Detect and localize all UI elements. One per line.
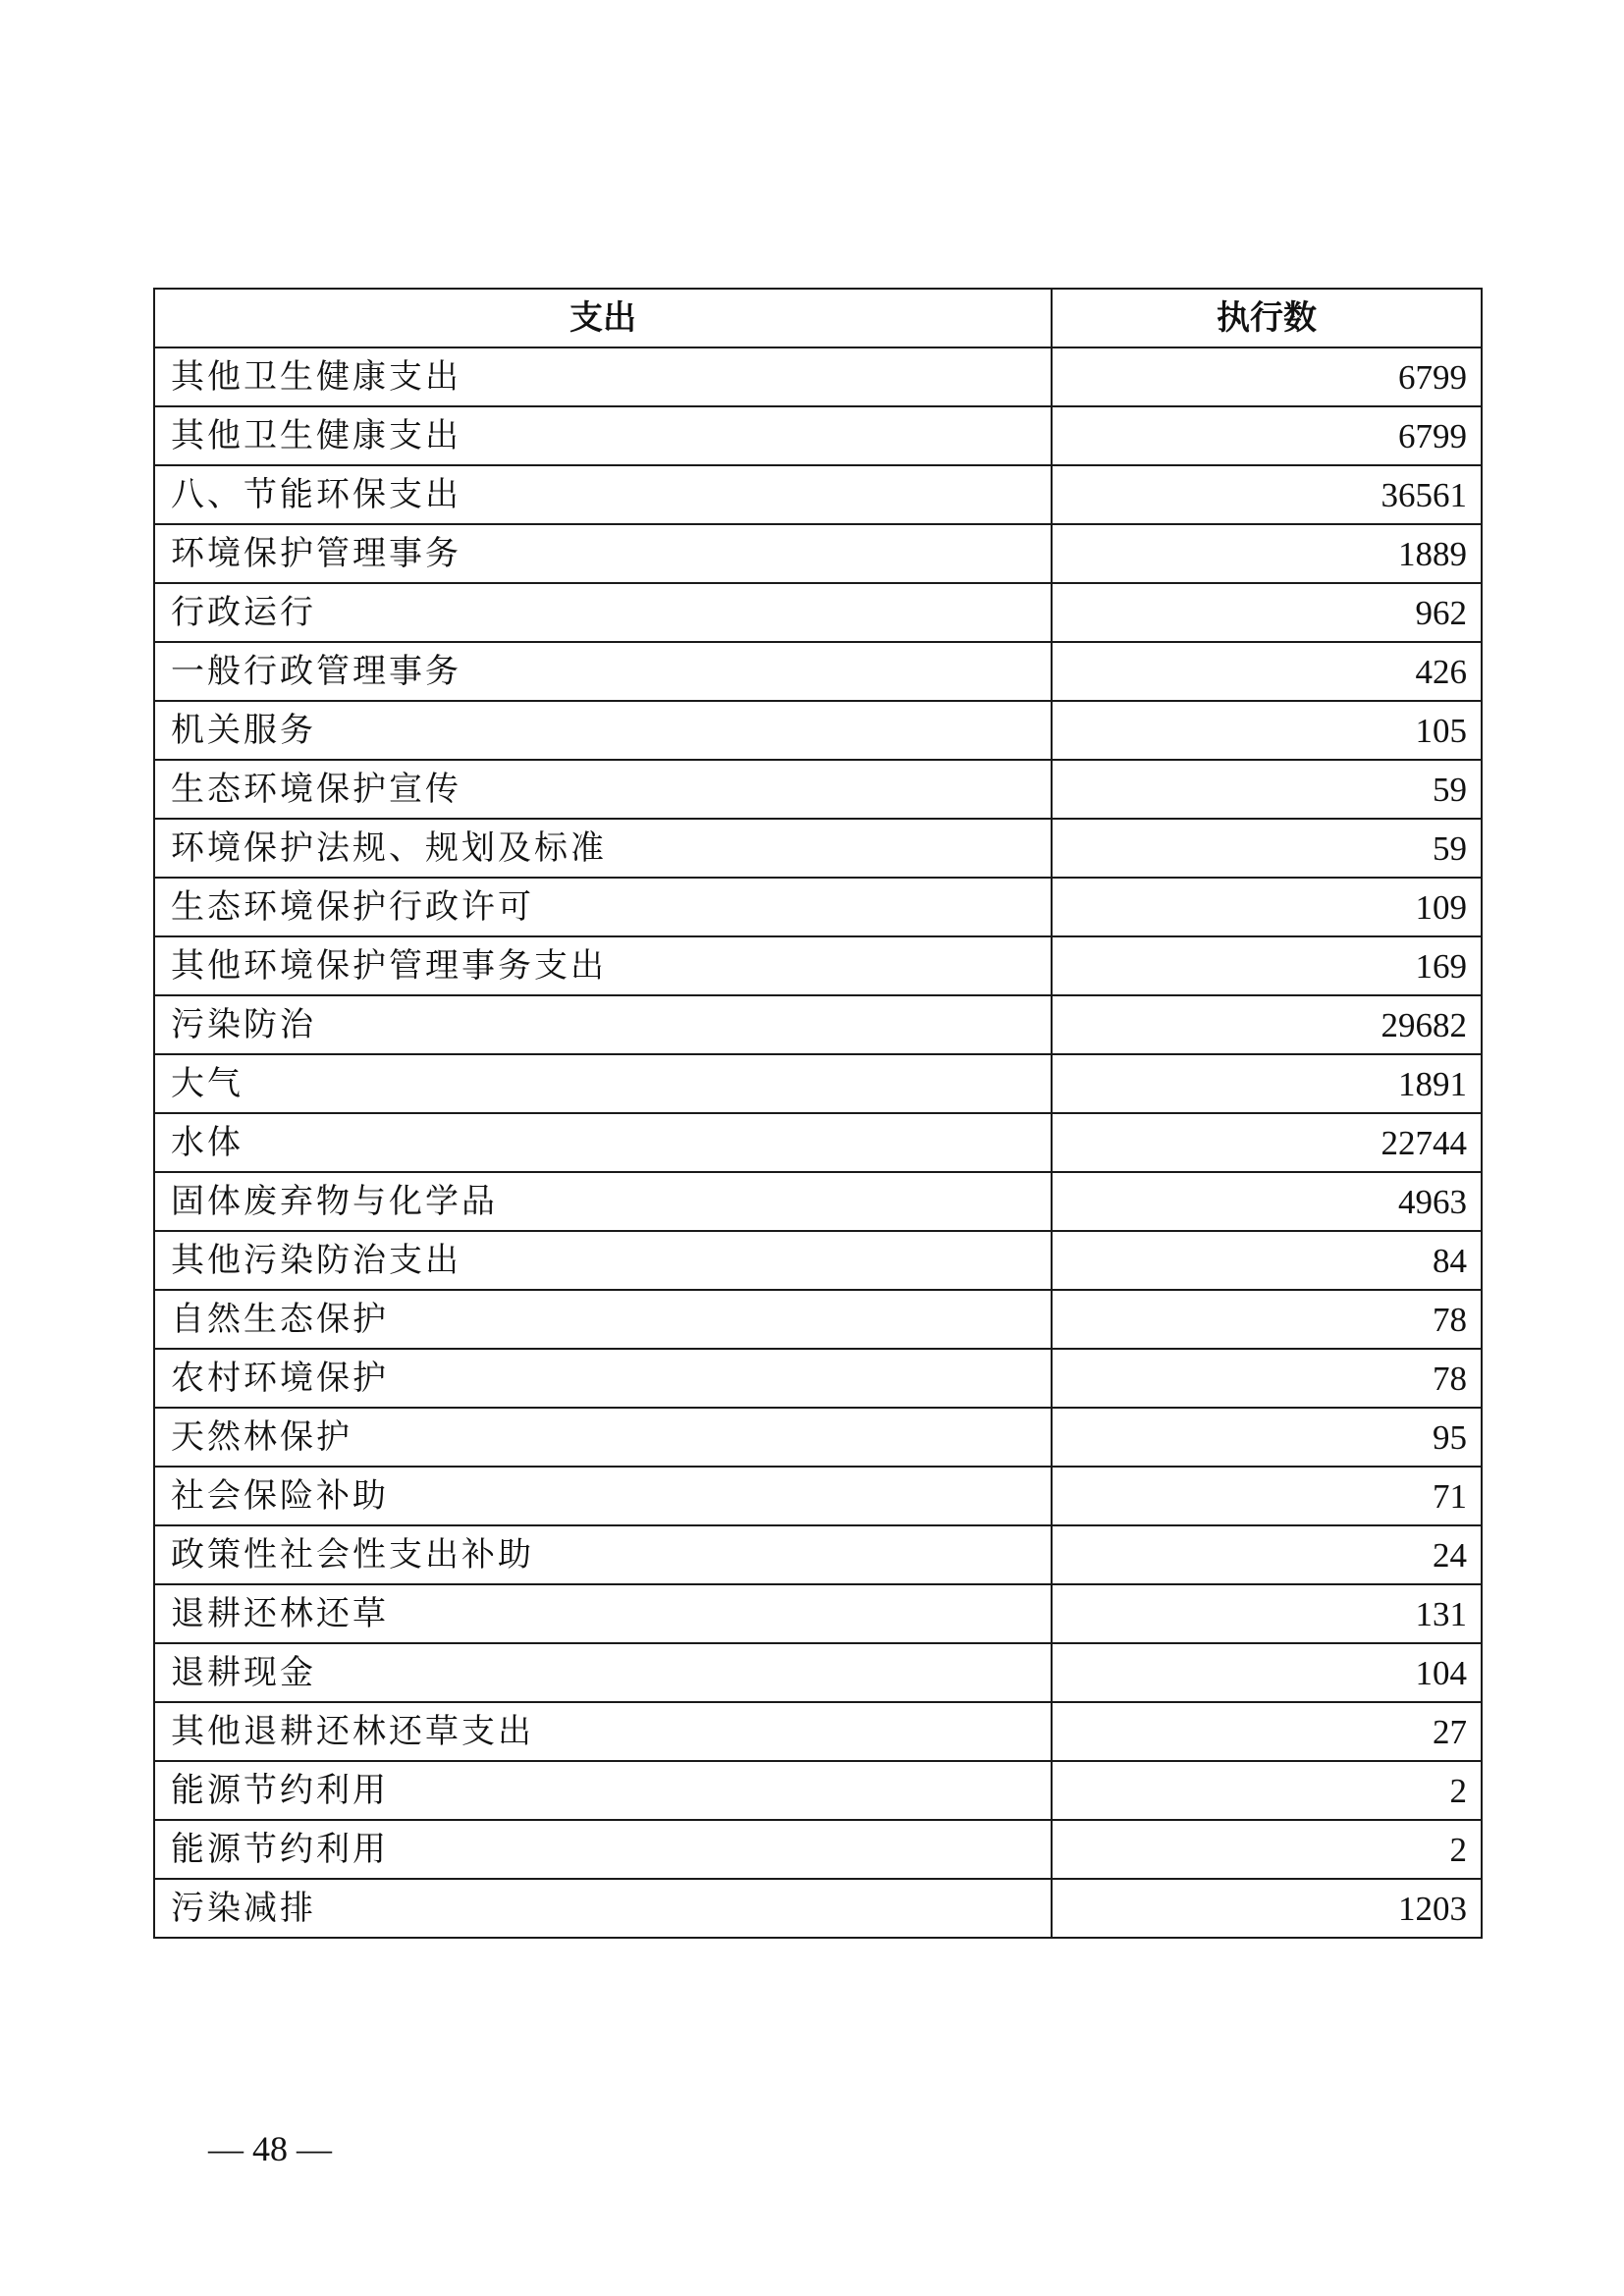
row-item-name: 农村环境保护 xyxy=(154,1349,1052,1408)
row-item-name: 大气 xyxy=(154,1054,1052,1113)
row-item-name: 政策性社会性支出补助 xyxy=(154,1525,1052,1584)
header-expenditure: 支出 xyxy=(154,289,1052,347)
table-row xyxy=(154,878,1482,936)
table-row xyxy=(154,1054,1482,1113)
row-executed-amount: 2 xyxy=(1052,1761,1482,1820)
row-item-name: 能源节约利用 xyxy=(154,1761,1052,1820)
table-body xyxy=(154,347,1482,1938)
row-executed-amount: 426 xyxy=(1052,642,1482,701)
table-row xyxy=(154,1231,1482,1290)
table-row xyxy=(154,760,1482,819)
row-executed-amount: 962 xyxy=(1052,583,1482,642)
table-row xyxy=(154,1702,1482,1761)
row-executed-amount: 22744 xyxy=(1052,1113,1482,1172)
row-item-name: 退耕现金 xyxy=(154,1643,1052,1702)
row-executed-amount: 4963 xyxy=(1052,1172,1482,1231)
row-item-name: 固体废弃物与化学品 xyxy=(154,1172,1052,1231)
table-row xyxy=(154,995,1482,1054)
row-executed-amount: 2 xyxy=(1052,1820,1482,1879)
row-executed-amount: 59 xyxy=(1052,819,1482,878)
row-item-name: 污染防治 xyxy=(154,995,1052,1054)
table-row xyxy=(154,1467,1482,1525)
row-item-name: 行政运行 xyxy=(154,583,1052,642)
page-number: — 48 — xyxy=(208,2129,332,2168)
row-item-name: 环境保护管理事务 xyxy=(154,524,1052,583)
table-row xyxy=(154,642,1482,701)
table-row xyxy=(154,819,1482,878)
row-executed-amount: 6799 xyxy=(1052,406,1482,465)
row-executed-amount: 27 xyxy=(1052,1702,1482,1761)
row-item-name: 社会保险补助 xyxy=(154,1467,1052,1525)
table-row xyxy=(154,347,1482,406)
row-item-name: 污染减排 xyxy=(154,1879,1052,1938)
row-item-name: 其他环境保护管理事务支出 xyxy=(154,936,1052,995)
row-executed-amount: 59 xyxy=(1052,760,1482,819)
table-row xyxy=(154,701,1482,760)
table-row xyxy=(154,1349,1482,1408)
table-row xyxy=(154,1408,1482,1467)
table-row xyxy=(154,524,1482,583)
row-executed-amount: 109 xyxy=(1052,878,1482,936)
row-executed-amount: 1203 xyxy=(1052,1879,1482,1938)
row-item-name: 其他污染防治支出 xyxy=(154,1231,1052,1290)
table-row xyxy=(154,1643,1482,1702)
table-row xyxy=(154,1584,1482,1643)
table-row xyxy=(154,583,1482,642)
row-item-name: 其他卫生健康支出 xyxy=(154,347,1052,406)
row-item-name: 其他退耕还林还草支出 xyxy=(154,1702,1052,1761)
row-executed-amount: 1891 xyxy=(1052,1054,1482,1113)
row-item-name: 其他卫生健康支出 xyxy=(154,406,1052,465)
row-item-name: 退耕还林还草 xyxy=(154,1584,1052,1643)
row-item-name: 八、节能环保支出 xyxy=(154,465,1052,524)
row-executed-amount: 84 xyxy=(1052,1231,1482,1290)
row-executed-amount: 131 xyxy=(1052,1584,1482,1643)
row-item-name: 自然生态保护 xyxy=(154,1290,1052,1349)
row-item-name: 水体 xyxy=(154,1113,1052,1172)
table-row xyxy=(154,936,1482,995)
table-row xyxy=(154,1172,1482,1231)
table-row xyxy=(154,1290,1482,1349)
row-item-name: 生态环境保护宣传 xyxy=(154,760,1052,819)
row-executed-amount: 169 xyxy=(1052,936,1482,995)
row-item-name: 环境保护法规、规划及标准 xyxy=(154,819,1052,878)
table-header-row xyxy=(154,289,1482,347)
row-executed-amount: 71 xyxy=(1052,1467,1482,1525)
table-row xyxy=(154,1113,1482,1172)
table-row xyxy=(154,1525,1482,1584)
table-row xyxy=(154,1879,1482,1938)
expenditure-table xyxy=(153,288,1483,1939)
row-item-name: 能源节约利用 xyxy=(154,1820,1052,1879)
header-executed-amount: 执行数 xyxy=(1052,289,1482,347)
table-row xyxy=(154,1761,1482,1820)
row-item-name: 机关服务 xyxy=(154,701,1052,760)
row-executed-amount: 104 xyxy=(1052,1643,1482,1702)
row-executed-amount: 1889 xyxy=(1052,524,1482,583)
row-executed-amount: 78 xyxy=(1052,1290,1482,1349)
table-row xyxy=(154,406,1482,465)
row-executed-amount: 36561 xyxy=(1052,465,1482,524)
table-row xyxy=(154,1820,1482,1879)
row-item-name: 一般行政管理事务 xyxy=(154,642,1052,701)
row-item-name: 生态环境保护行政许可 xyxy=(154,878,1052,936)
table-row xyxy=(154,465,1482,524)
row-item-name: 天然林保护 xyxy=(154,1408,1052,1467)
row-executed-amount: 24 xyxy=(1052,1525,1482,1584)
row-executed-amount: 6799 xyxy=(1052,347,1482,406)
row-executed-amount: 105 xyxy=(1052,701,1482,760)
row-executed-amount: 29682 xyxy=(1052,995,1482,1054)
row-executed-amount: 78 xyxy=(1052,1349,1482,1408)
row-executed-amount: 95 xyxy=(1052,1408,1482,1467)
